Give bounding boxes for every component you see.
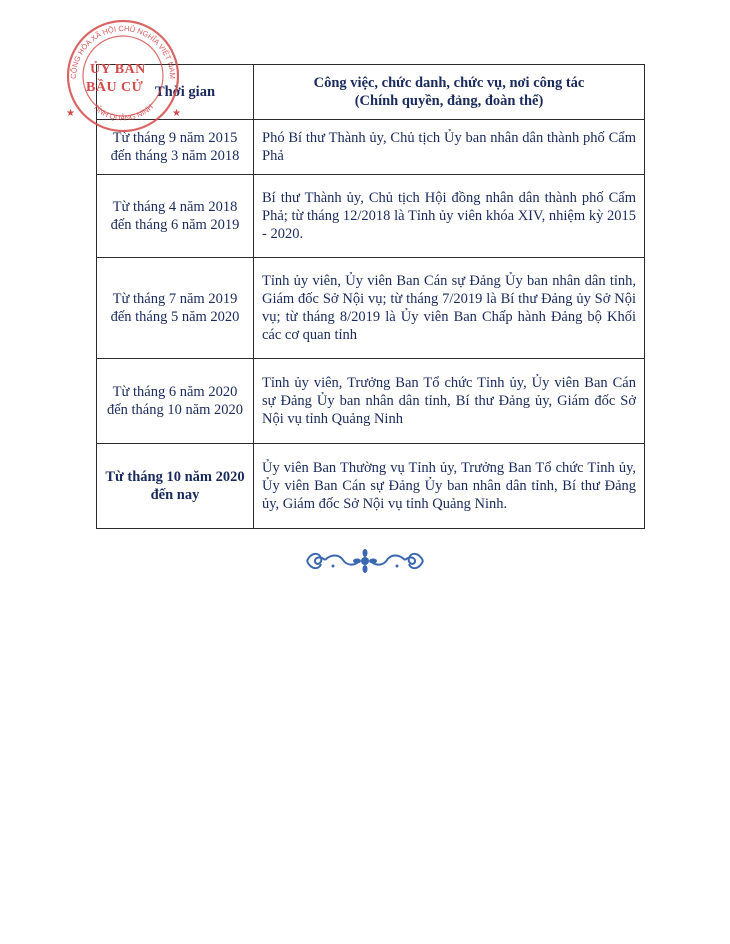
row-time-to: đến nay [150,487,200,503]
row-time [97,258,254,359]
row-time-from: Từ tháng 7 năm 2019 [112,291,238,307]
row-time-from: Từ tháng 10 năm 2020 [105,469,245,485]
row-description: Phó Bí thư Thành ủy, Chủ tịch Ủy ban nhân dân thành phố Cẩm Phả [254,120,645,175]
row-time-from: Từ tháng 9 năm 2015 [112,130,238,146]
row-time-from: Từ tháng 6 năm 2020 [112,384,238,400]
row-time-to: đến tháng 10 năm 2020 [106,402,244,418]
stamp-ring-bottom: TỈNH QUẢNG NINH [91,102,155,123]
stamp-text-line2: BẦU CỬ [86,80,144,95]
row-time-to: đến tháng 5 năm 2020 [110,309,240,325]
svg-text:★: ★ [172,108,181,119]
decorative-divider-icon [303,548,427,574]
table-row [97,444,645,529]
career-table [96,64,645,529]
header-time: Thời gian [97,65,254,120]
row-time [97,359,254,444]
svg-text:★: ★ [66,108,75,119]
row-description: Tỉnh ủy viên, Ủy viên Ban Cán sự Đảng Ủy ban nhân dân tỉnh, Giám đốc Sở Nội vụ; từ tháng 7/2019 là Bí thư Đảng ủy Sở Nội vụ; từ tháng 8/2019 là Ủy viên Ban Chấp hành Đảng bộ Khối các cơ quan tỉnh [254,258,645,359]
row-time-to: đến tháng 6 năm 2019 [110,217,240,233]
header-description-line2: (Chính quyền, đảng, đoàn thể) [354,93,544,109]
row-description: Tỉnh ủy viên, Trưởng Ban Tổ chức Tỉnh ủy, Ủy viên Ban Cán sự Đảng Ủy ban nhân dân tỉnh, Bí thư Đảng ủy, Giám đốc Sở Nội vụ tỉnh Quảng Ninh [254,359,645,444]
row-time-to: đến tháng 3 năm 2018 [110,148,240,164]
header-description [254,65,645,120]
row-time [97,444,254,529]
row-description: Bí thư Thành ủy, Chủ tịch Hội đồng nhân dân thành phố Cẩm Phả; từ tháng 12/2018 là Tỉnh ủy viên khóa XIV, nhiệm kỳ 2015 - 2020. [254,175,645,258]
table-row [97,175,645,258]
row-time [97,175,254,258]
stamp-text-line1: ỦY BAN [90,62,146,77]
stamp-ring-top: CỘNG HÒA XÃ HỘI CHỦ NGHĨA VIỆT NAM [68,23,178,80]
row-description: Ủy viên Ban Thường vụ Tỉnh ủy, Trưởng Ban Tổ chức Tỉnh ủy, Ủy viên Ban Cán sự Đảng Ủy ban nhân dân tỉnh, Bí thư Đảng ủy, Giám đốc Sở Nội vụ tỉnh Quảng Ninh. [254,444,645,529]
row-time-from: Từ tháng 4 năm 2018 [112,199,238,215]
table-row [97,359,645,444]
svg-text:TỈNH QUẢNG NINH [91,102,155,122]
table-row [97,258,645,359]
header-description-line1: Công việc, chức danh, chức vụ, nơi công tác [313,75,585,91]
